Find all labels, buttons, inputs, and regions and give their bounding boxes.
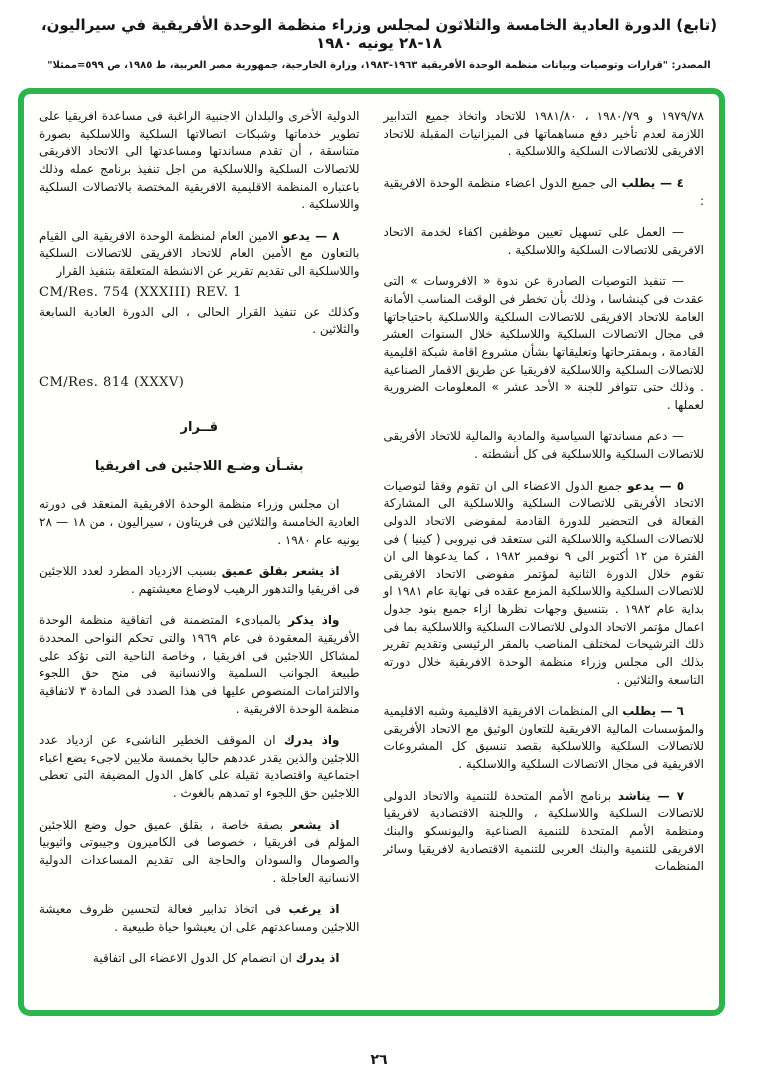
paragraph-text: وكذلك عن تنفيذ القرار الحالى ، الى الدورة العادية السابعة والثلاثين .: [39, 304, 360, 337]
paragraph-lead: اذ يدرك: [295, 951, 340, 966]
paragraph-text: ١٩٧٩/٧٨ و ١٩٨٠/٧٩ ، ١٩٨١/٨٠ للاتحاد واتخاذ جميع التدابير اللازمة لعدم تأخير دفع مساهماتها فى الميزانيات المقبلة للاتحاد الافريقى للاتصالات السلكية واللاسلكية .: [383, 109, 704, 159]
paragraph-dash-item: [384, 273, 705, 414]
paragraph-lead: اذ يشعر: [290, 817, 340, 832]
paragraph-preamble: [39, 496, 360, 549]
paragraph-text: ان مجلس وزراء منظمة الوحدة الافريقية المنعقد فى دورته العادية الخامسة والثلاثين فى فريتاون ، سيراليون ، من ١٨ — ٢٨ يونيه عام ١٩٨٠ .: [39, 497, 360, 547]
paragraph-lead: ٧ — يناشد: [617, 788, 685, 803]
paragraph-lead: اذ يشعر بقلق عميق: [221, 564, 340, 579]
paragraph-lead: واذ يذكر: [288, 613, 340, 628]
resolution-subject-heading: بشـأن وضـع اللاجئين فى افريقيا: [94, 459, 304, 475]
paragraph-item-6: [384, 703, 705, 774]
paragraph-clause: [39, 563, 360, 598]
paragraph-item-8: [39, 228, 360, 281]
paragraph-continued: [39, 108, 360, 214]
right-column: [384, 108, 705, 1000]
paragraph-text: الى جميع الدول اعضاء منظمة الوحدة الافريقية :: [383, 175, 704, 208]
content-frame: [18, 88, 725, 1016]
paragraph-text: برنامج الأمم المتحدة للتنمية والاتحاد الدولى للاتصالات السلكية واللاسلكية ، واللجنة الاقتصادية لافريقيا ومنظمة الأمم المتحدة للتنمية الصناعية واليونسكو والبنك الافريقى للتنمية والبنك العربى للتنمية الاقتصادية لافريقيا وسائر المنظمات: [383, 788, 704, 874]
paragraph-text: — تنفيذ التوصيات الصادرة عن ندوة « الافروسات » التى عقدت فى كينشاسا ، وذلك بأن تخطر فى الوقت المناسب الأمانة العامة للاتحاد الافريقى للاتصالات السلكية واللاسلكية باحتياجاتها فى مجال الاتصالات السلكية واللاسلكية خلال السنوات العشر القادمة ، وبمقترحاتها وتعليقاتها بشأن مشروع اقامة شبكة اقليمية للاتصالات السلكية واللاسلكية لافريقيا عن طريق الاقمار الصناعية . وذلك حتى تتوافر للجنة « الأحد عشر » المعلومات الضرورية لعملها .: [383, 274, 704, 412]
paragraph-clause: [39, 732, 360, 803]
page-number: ٢٦: [370, 1052, 388, 1068]
paragraph-text: بسبب الازدياد المطرد لعدد اللاجئين فى افريقيا والتدهور الرهيب لاوضاع معيشتهم .: [39, 564, 360, 596]
paragraph-text: فى اتخاذ تدابير فعالة لتحسين ظروف معيشة اللاجئين ومساعدتهم على ان يعيشوا حياة طبيعية .: [39, 902, 360, 934]
resolution-reference-814: CM/Res. 814 (XXXV): [39, 374, 185, 390]
paragraph-lead: ٦ — يطلب: [622, 704, 684, 719]
paragraph-text: — دعم مساندتها السياسية والمادية والمالية للاتحاد الأفريقى للاتصالات السلكية واللاسلكية فى كل أنشطته .: [383, 429, 704, 461]
paragraph-text: الامين العام لمنظمة الوحدة الافريقية الى القيام بالتعاون مع الأمين العام للاتحاد الافريقى للاتصالات السلكية واللاسلكية الى تقديم تقرير عن الانشطة المتعلقة بتنفيذ القرار: [39, 228, 360, 278]
paragraph-item-7: [384, 788, 705, 876]
source-citation: المصدر: "قرارات وتوصيات وبيانات منظمة الوحدة الأفريقية ١٩٦٣-١٩٨٣، وزارة الخارجية، جمهورية مصر العربية، ط ١٩٨٥، ص ٥٩٩=ممثلا": [47, 60, 711, 71]
page-header: [24, 16, 734, 71]
paragraph-clause: [39, 817, 360, 888]
paragraph-text: بصفة خاصة ، بقلق عميق حول وضع اللاجئين المؤلم فى افريقيا ، خصوصا فى الكاميرون وجيبوتى واثيوبيا والصومال والسودان والحاجة الى تقديم المساعدات الدولية الانسانية العاجلة .: [39, 817, 360, 885]
left-column: [39, 108, 360, 1000]
paragraph-lead: ٥ — يدعو: [627, 478, 685, 493]
paragraph-lead: ٤ — يطلب: [621, 175, 684, 190]
paragraph-lead: ٨ — يدعو: [282, 228, 340, 243]
session-title: (تابع) الدورة العادية الخامسة والثلاثون لمجلس وزراء منظمة الوحدة الأفريقية في سيراليون، ١٨-٢٨ يونيه ١٩٨٠: [40, 16, 718, 52]
paragraph-continued-from-previous-page: [384, 108, 705, 161]
resolution-reference-754: CM/Res. 754 (XXXIII) REV. 1: [39, 284, 242, 300]
paragraph-item-4: [384, 175, 705, 210]
resolution-heading: قــرار: [180, 420, 218, 436]
paragraph-lead: اذ يرغب: [288, 902, 340, 917]
paragraph-item-8-tail: [39, 304, 360, 339]
paragraph-text: ان الموقف الخطير الناشىء عن ازدياد عدد اللاجئين والذين يقدر عددهم حاليا بخمسة ملايين لاجىء يضع اعباء اجتماعية واقتصادية ثقيلة على كاهل الدول المضيفة التى تعطى اللاجئين حق اللجوء او تمدهم بالغوث .: [39, 733, 360, 801]
paragraph-clause: [39, 950, 360, 968]
paragraph-dash-item: [384, 428, 705, 463]
paragraph-item-5: [384, 478, 705, 690]
paragraph-text: الدولية الأخرى والبلدان الاجنبية الراغبة فى مساعدة افريقيا على تطوير خدماتها وشبكات اتصالاتها السلكية واللاسلكية بصورة متناسقة ، أن تقدم مساندتها ومساعدتها الى الاتحاد الافريقى للاتصالات السلكية واللاسلكية من اجل تنفيذ برنامج عمله وذلك باعتباره المنظمة الاقليمية الافريقية المختصة بالاتصالات السلكية واللاسلكية .: [39, 109, 360, 212]
paragraph-dash-item: [384, 224, 705, 259]
paragraph-text: الى المنظمات الافريقية الاقليمية وشبه الاقليمية والمؤسسات المالية الافريقية للتعاون الوثيق مع الاتحاد الأفريقى للاتصالات السلكية واللاسلكية بقصد تنسيق كل المشروعات الافريقية فى مجال الاتصالات السلكية واللاسلكية .: [383, 704, 704, 771]
paragraph-text: جميع الدول الاعضاء الى ان تقوم وفقا لتوصيات الاتحاد الأفريقى للاتصالات السلكية واللاسلكية الى المشاركة الفعالة فى التحضير للدورة القادمة لمفوضى الاتحاد الدولى للاتصالات السلكية واللاسلكية التى ستعقد فى نيروبى ( كينيا ) فى الفترة من ١٢ أكتوبر الى ٩ نوفمبر ١٩٨٢ ، كما يدعوها الى ان تقوم خلال الدورة الثانية لمؤتمر مفوضى الاتحاد الافريقى للاتصالات السلكية واللاسلكية المزمع عقده فى نهاية عام ١٩٨١ او بداية عام ١٩٨٢ . بتنسيق وجهات نظرها ازاء جميع بنود جدول اعمال مؤتمر الاتحاد الدولى للاتصالات السلكية واللاسلكية بما فى ذلك الترشيحات لمختلف المناصب بالمقر الرئيسى وتقديم تقرير بذلك الى مجلس وزراء منظمة الوحدة الافريقية خلال دورته التاسعة والثلاثين .: [383, 478, 705, 687]
paragraph-clause: [39, 901, 360, 936]
paragraph-text: بالمبادىء المتضمنة فى اتفاقية منظمة الوحدة الأفريقية المعقودة فى عام ١٩٦٩ والتى تحكم النواحى المحددة لمشاكل اللاجئين فى افريقيا ، وخاصة الناحية التى تؤكد على طبيعة الجوانب السلمية والانسانية فى منح حق اللجوء والالتزامات المنصوص عليها فى هذا الصدد فى المادة ٣ لاتفاقية منظمة الوحدة الافريقية .: [39, 613, 360, 716]
paragraph-clause: [39, 612, 360, 718]
paragraph-text: — العمل على تسهيل تعيين موظفين اكفاء لخدمة الاتحاد الافريقى للاتصالات السلكية واللاسلكية .: [383, 225, 704, 257]
paragraph-text: ان انضمام كل الدول الاعضاء الى اتفاقية: [92, 951, 296, 966]
paragraph-lead: واذ يدرك: [283, 733, 340, 748]
